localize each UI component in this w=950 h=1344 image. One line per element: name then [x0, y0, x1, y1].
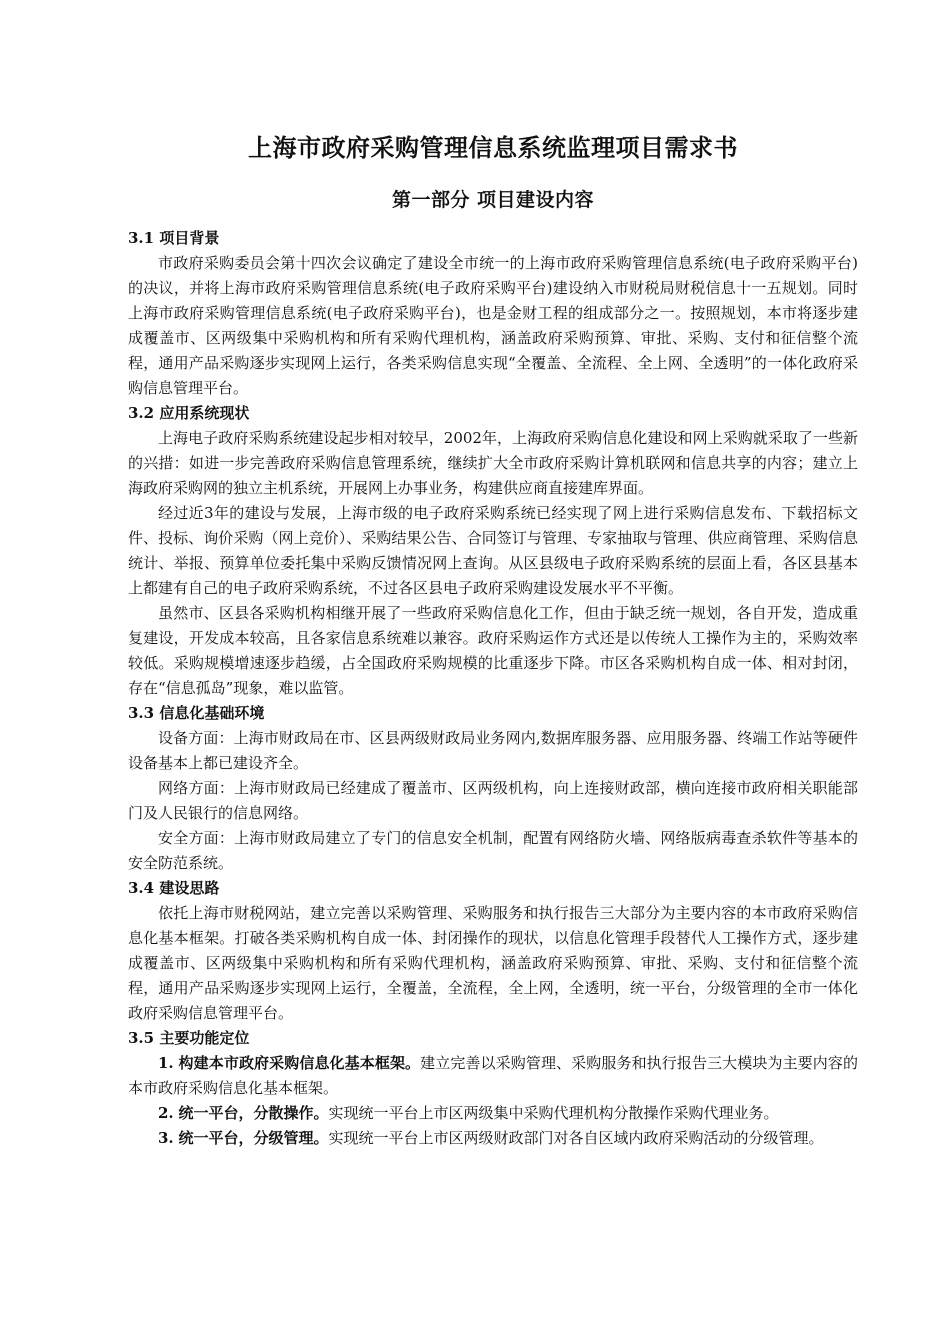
part-title: 第一部分 项目建设内容 [391, 189, 595, 211]
section-3-3 [128, 701, 858, 876]
paragraph: 安全方面：上海市财政局建立了专门的信息安全机制，配置有网络防火墙、网络版病毒查杀软件等基本的安全防范系统。 [128, 829, 858, 872]
list-item-text: 实现统一平台上市区两级财政部门对各自区域内政府采购活动的分级管理。 [328, 1129, 824, 1147]
paragraph: 设备方面：上海市财政局在市、区县两级财政局业务网内,数据库服务器、应用服务器、终端工作站等硬件设备基本上都已建设齐全。 [128, 729, 858, 772]
paragraph: 市政府采购委员会第十四次会议确定了建设全市统一的上海市政府采购管理信息系统(电子政府采购平台)的决议，并将上海市政府采购管理信息系统(电子政府采购平台)建设纳入市财税局财税信息十一五规划。同时上海市政府采购管理信息系统(电子政府采购平台)，也是金财工程的组成部分之一。按照规划，本市将逐步建成覆盖市、区两级集中采购机构和所有采购代理机构，涵盖政府采购预算、审批、采购、支付和征信整个流程，通用产品采购逐步实现网上运行，各类采购信息实现“全覆盖、全流程、全上网、全透明”的一体化政府采购信息管理平台。 [128, 254, 858, 397]
section-heading: 3.1 项目背景 [128, 229, 220, 247]
list-item-number: 1. [158, 1054, 174, 1072]
list-item-text: 建立完善以采购管理、采购服务和执行报告三大模块为主要内容的本市政府采购信息化基本框架。 [128, 1054, 858, 1097]
section-3-1 [128, 226, 858, 401]
paragraph: 依托上海市财税网站，建立完善以采购管理、采购服务和执行报告三大部分为主要内容的本市政府采购信息化基本框架。打破各类采购机构自成一体、封闭操作的现状，以信息化管理手段替代人工操作方式，逐步建成覆盖市、区两级集中采购机构和所有采购代理机构，涵盖政府采购预算、审批、采购、支付和征信整个流程，通用产品采购逐步实现网上运行，全覆盖，全流程，全上网，全透明，统一平台，分级管理的全市一体化政府采购信息管理平台。 [128, 904, 858, 1022]
list-item-number: 2. [158, 1104, 174, 1122]
section-heading: 3.5 主要功能定位 [128, 1029, 250, 1047]
list-item-title: 统一平台，分散操作。 [178, 1104, 329, 1122]
list-item [128, 1101, 858, 1126]
paragraph: 网络方面：上海市财政局已经建成了覆盖市、区两级机构，向上连接财政部，横向连接市政府相关职能部门及人民银行的信息网络。 [128, 779, 858, 822]
paragraph: 上海电子政府采购系统建设起步相对较早，2002年，上海政府采购信息化建设和网上采购就采取了一些新的兴措：如进一步完善政府采购信息管理系统，继续扩大全市政府采购计算机联网和信息共享的内容；建立上海政府采购网的独立主机系统，开展网上办事业务，构建供应商直接建库界面。 [128, 429, 858, 497]
section-heading: 3.4 建设思路 [128, 879, 220, 897]
section-heading: 3.2 应用系统现状 [128, 404, 250, 422]
section-3-5 [128, 1026, 858, 1151]
list-item [128, 1051, 858, 1101]
section-3-4 [128, 876, 858, 1026]
section-heading: 3.3 信息化基础环境 [128, 704, 265, 722]
document-content [128, 128, 858, 1151]
list-item [128, 1126, 858, 1151]
page-title: 上海市政府采购管理信息系统监理项目需求书 [248, 133, 738, 162]
section-3-2 [128, 401, 858, 701]
paragraph: 虽然市、区县各采购机构相继开展了一些政府采购信息化工作，但由于缺乏统一规划，各自开发，造成重复建设，开发成本较高，且各家信息系统难以兼容。政府采购运作方式还是以传统人工操作为主的，采购效率较低。采购规模增速逐步趋缓，占全国政府采购规模的比重逐步下降。市区各采购机构自成一体、相对封闭，存在“信息孤岛”现象，难以监管。 [128, 604, 858, 697]
list-item-title: 统一平台，分级管理。 [178, 1129, 329, 1147]
list-item-text: 实现统一平台上市区两级集中采购代理机构分散操作采购代理业务。 [328, 1104, 779, 1122]
list-item-number: 3. [158, 1129, 174, 1147]
paragraph: 经过近3年的建设与发展，上海市级的电子政府采购系统已经实现了网上进行采购信息发布、下载招标文件、投标、询价采购（网上竞价）、采购结果公告、合同签订与管理、专家抽取与管理、供应商管理、采购信息统计、举报、预算单位委托集中采购反馈情况网上查询。从区县级电子政府采购系统的层面上看，各区县基本上都建有自己的电子政府采购系统，不过各区县电子政府采购建设发展水平不平衡。 [128, 504, 858, 597]
list-item-title: 构建本市政府采购信息化基本框架。 [178, 1054, 421, 1072]
